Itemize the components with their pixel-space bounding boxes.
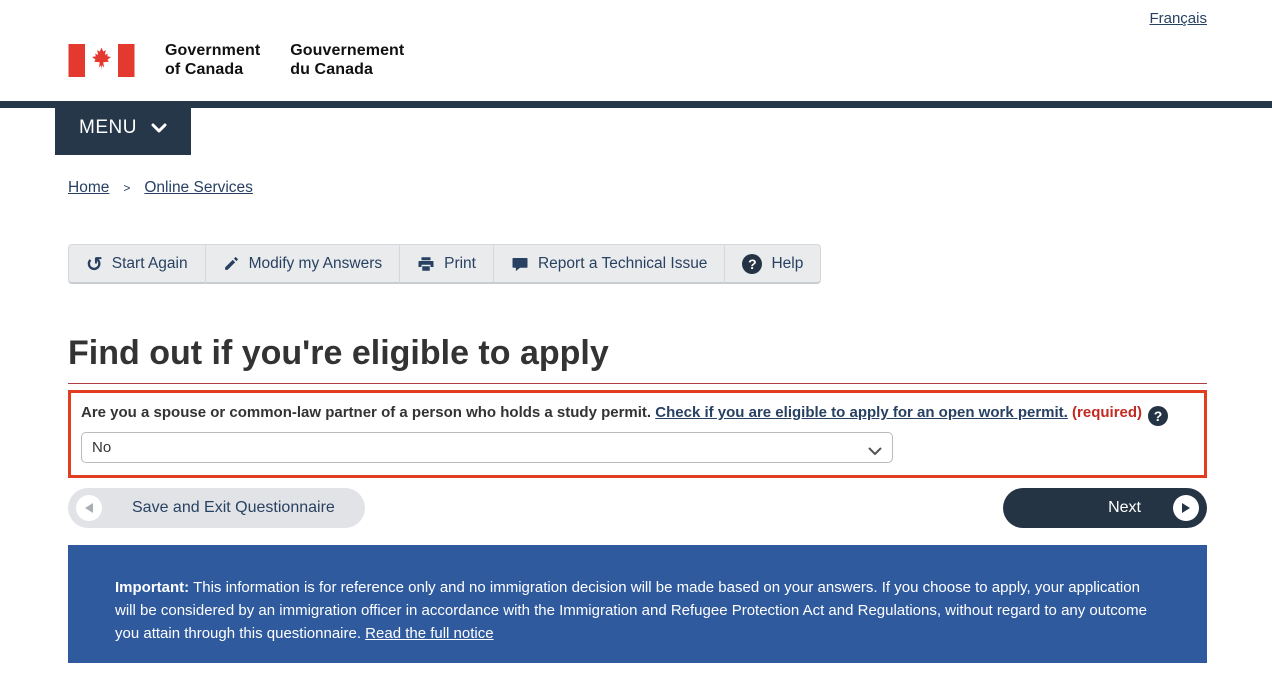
canada-logo-link[interactable]: [68, 41, 1272, 79]
important-notice: [68, 545, 1207, 663]
breadcrumb-online-services-link[interactable]: Online Services: [144, 179, 253, 196]
breadcrumb: [68, 179, 1272, 197]
arrow-left-circle-icon: [76, 495, 102, 521]
fip-signature-en: Government of Canada: [165, 42, 261, 78]
arrow-right-circle-icon: [1173, 495, 1199, 521]
modify-answers-button[interactable]: Modify my Answers: [206, 244, 401, 284]
next-button[interactable]: Next: [1003, 488, 1207, 528]
menu-button[interactable]: [55, 101, 191, 155]
breadcrumb-home-link[interactable]: Home: [68, 179, 110, 196]
answer-select[interactable]: [81, 432, 893, 463]
notice-text: This information is for reference only and no immigration decision will be made based on your answers. If you choose to apply, your application will be considered by an immigration officer in accordance with the Immigration and Refugee Protection Act and Regulations, without regard to any outcome you attain through this questionnaire.: [115, 579, 1147, 642]
fip-signature-fr: Gouvernement du Canada: [290, 42, 405, 78]
printer-icon: [417, 255, 435, 273]
open-work-permit-link[interactable]: Check if you are eligible to apply for an open work permit.: [655, 404, 1068, 421]
comment-icon: [511, 255, 529, 273]
menu-label: MENU: [79, 117, 137, 138]
question-circle-icon: ?: [742, 254, 762, 274]
help-button[interactable]: ? Help: [725, 244, 821, 284]
language-toggle-link[interactable]: Français: [1149, 10, 1207, 27]
questionnaire-toolbar: [68, 244, 821, 284]
header-band: [0, 101, 1272, 138]
save-and-exit-button[interactable]: Save and Exit Questionnaire: [68, 488, 365, 528]
actions-row: [68, 488, 1207, 528]
report-issue-button[interactable]: Report a Technical Issue: [494, 244, 725, 284]
answer-select-wrap: [81, 432, 893, 463]
required-label: (required): [1072, 404, 1143, 421]
question-text: Are you a spouse or common-law partner of a person who holds a study permit.: [81, 404, 656, 421]
page-title: Find out if you're eligible to apply: [68, 334, 1207, 384]
question-help-icon[interactable]: ?: [1148, 406, 1168, 426]
question-label: [81, 400, 1194, 426]
read-full-notice-link[interactable]: Read the full notice: [365, 625, 494, 642]
breadcrumb-separator: >: [123, 181, 131, 195]
language-bar: [0, 0, 1272, 28]
canada-flag-icon: [68, 44, 135, 77]
restart-icon: ↺: [86, 251, 103, 276]
chevron-down-icon: [151, 123, 167, 133]
start-again-button[interactable]: ↺ Start Again: [68, 244, 206, 284]
notice-prefix: Important:: [115, 579, 190, 596]
print-button[interactable]: Print: [400, 244, 494, 284]
pencil-icon: [223, 255, 240, 272]
question-box: [68, 390, 1207, 478]
